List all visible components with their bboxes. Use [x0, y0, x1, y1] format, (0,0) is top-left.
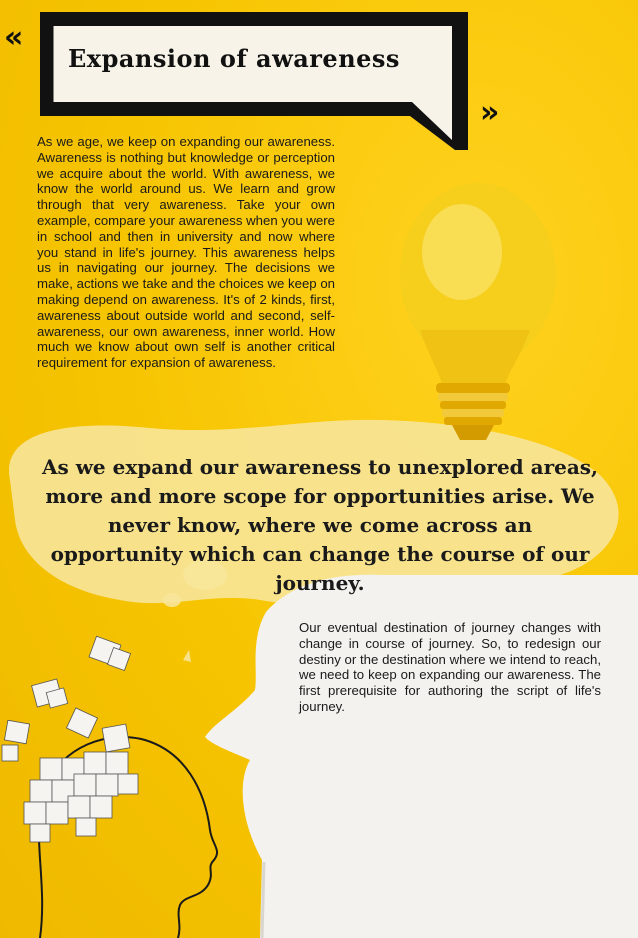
speech-bubble-frame	[40, 12, 468, 150]
puzzle-pieces	[2, 636, 138, 842]
closing-paragraph: Our eventual destination of journey changes with change in course of journey. So, to redesign our destiny or the destination where we intend to reach, we need to keep on expanding our awareness. The first prerequisite for authoring the script of life's journey.	[299, 620, 601, 714]
intro-paragraph: As we age, we keep on expanding our awareness. Awareness is nothing but knowledge or perception we acquire about the world. With awareness, we know the world around us. We learn and grow through that very awareness. Take your own example, compare your awareness when you were in school and then in university and now where you stand in life's journey. This awareness helps us in navigating our journey. The decisions we make, actions we take and the choices we keep on making depend on awareness. It's of 2 kinds, first, awareness about outside world and second, self-awareness, our own awareness, inner world. How much we know about own self is another critical requirement for expansion of awareness.	[37, 134, 335, 371]
droplet	[183, 650, 191, 662]
lightbulb-illustration	[400, 183, 556, 440]
quote-close-mark: »	[480, 95, 500, 130]
page-title: Expansion of awareness	[68, 44, 400, 73]
quote-open-mark: «	[4, 20, 24, 55]
highlight-quote: As we expand our awareness to unexplored areas, more and more scope for opportunities arise. We never know, where we come across an opportunity which can change the course of our journey.	[41, 455, 599, 595]
